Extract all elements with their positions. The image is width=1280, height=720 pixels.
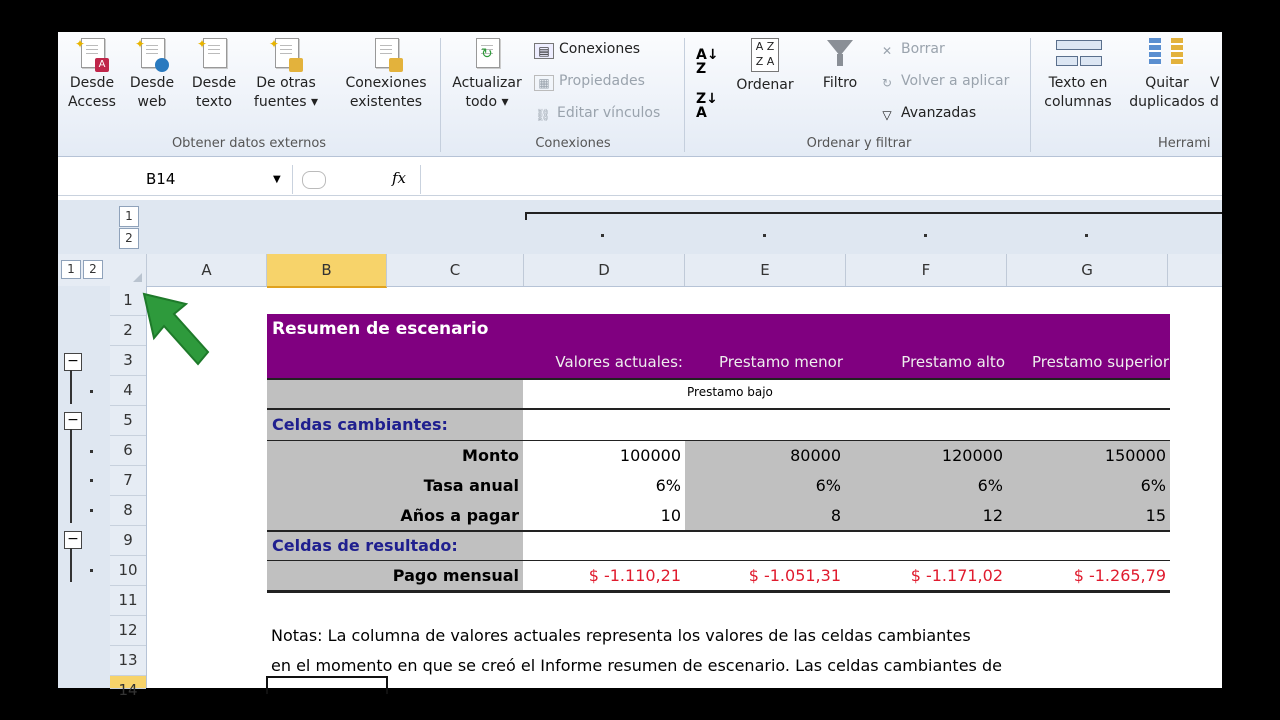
edit-links-button[interactable]: [534, 105, 660, 122]
insert-function-icon[interactable]: fx: [392, 169, 407, 187]
cell-f8: 12: [982, 506, 1003, 525]
row-header[interactable]: 8: [110, 496, 146, 526]
edit-links-label: Editar vínculos: [557, 105, 661, 121]
cell-d8: 10: [660, 506, 681, 525]
outline-level-2-left[interactable]: 2: [83, 260, 103, 279]
column-header-a[interactable]: A: [147, 254, 267, 286]
header-current-values: Valores actuales:: [555, 353, 683, 371]
sort-icon: A Z Z A: [751, 38, 779, 72]
row-header[interactable]: 5: [110, 406, 146, 436]
row-label-tasa: Tasa anual: [423, 476, 519, 495]
from-other-sources-label: De otras fuentes ▾: [253, 75, 319, 110]
row-header[interactable]: 2: [110, 316, 146, 346]
note-line-3: cada escenario se muestran en gris.: [271, 686, 563, 705]
column-outline-area: [58, 200, 1222, 254]
result-cells-label: Celdas de resultado:: [272, 536, 458, 555]
row-label-anos: Años a pagar: [400, 506, 519, 525]
outline-level-1-left[interactable]: 1: [61, 260, 81, 279]
cell-d7: 6%: [655, 476, 681, 495]
advanced-filter-button[interactable]: [878, 105, 976, 122]
filter-label: Filtro: [822, 75, 858, 91]
outline-dot: [90, 450, 93, 453]
name-box-value: B14: [146, 170, 176, 188]
formula-buttons: [292, 165, 421, 194]
remove-duplicates-label: Quitar duplicados: [1129, 75, 1205, 110]
clear-filter-icon: ✕: [881, 44, 893, 58]
collapse-group-icon[interactable]: −: [64, 531, 82, 549]
text-to-columns-button[interactable]: [1036, 38, 1120, 112]
gray-band: [267, 380, 523, 408]
outline-dot: [90, 509, 93, 512]
from-access-button[interactable]: [64, 38, 120, 112]
divider: [684, 38, 685, 152]
outline-level-2-top[interactable]: 2: [119, 228, 139, 249]
select-all-corner[interactable]: [110, 254, 147, 286]
outline-bracket: [70, 548, 72, 582]
excel-window: [58, 32, 1222, 705]
connections-label: Conexiones: [559, 41, 641, 57]
row-header[interactable]: 10: [110, 556, 146, 586]
row-header[interactable]: 1: [110, 286, 146, 316]
column-header-f[interactable]: F: [846, 254, 1007, 286]
other-sources-icon: ✦: [273, 38, 299, 70]
from-web-label: Desde web: [129, 75, 175, 110]
row-outline-area: [58, 286, 110, 688]
outline-dot: [90, 390, 93, 393]
from-text-button[interactable]: [186, 38, 242, 112]
changing-cells-label: Celdas cambiantes:: [272, 415, 448, 434]
row-label-pago: Pago mensual: [392, 566, 519, 585]
outline-group-bracket: [525, 212, 527, 220]
reapply-filter-button[interactable]: [878, 73, 1009, 90]
hidden-scenario-label: Prestamo bajo: [687, 385, 773, 399]
ribbon: [58, 32, 1222, 157]
advanced-filter-icon: ▽: [882, 108, 892, 122]
column-header-c[interactable]: C: [387, 254, 524, 286]
row-header[interactable]: 13: [110, 646, 146, 676]
properties-button[interactable]: [534, 73, 645, 91]
divider: [440, 38, 441, 152]
properties-label: Propiedades: [559, 73, 645, 89]
from-access-label: Desde Access: [68, 75, 116, 110]
scenario-summary-title: Resumen de escenario: [272, 319, 489, 339]
outline-dot: [601, 234, 604, 237]
connections-icon: ▤: [534, 43, 554, 59]
worksheet[interactable]: [147, 286, 1222, 705]
group-label-external-data: Obtener datos externos: [171, 136, 327, 151]
outline-dot: [90, 479, 93, 482]
text-file-icon: ✦: [201, 38, 227, 70]
reapply-filter-label: Volver a aplicar: [901, 73, 1010, 89]
from-other-sources-button[interactable]: [248, 38, 324, 112]
column-headers: [58, 254, 1222, 287]
cell-g7: 6%: [1140, 476, 1166, 495]
connections-button[interactable]: [534, 41, 640, 59]
clear-filter-label: Borrar: [901, 41, 945, 57]
note-line-2: en el momento en que se creó el Informe resumen de escenario. Las celdas cambiantes de: [271, 656, 1002, 675]
cell-g8: 15: [1145, 506, 1166, 525]
web-icon: ✦: [139, 38, 165, 70]
text-to-columns-icon: [1056, 38, 1100, 70]
name-box[interactable]: [58, 165, 293, 194]
cell-f7: 6%: [977, 476, 1003, 495]
row-header-selected[interactable]: 14: [110, 676, 146, 689]
outline-dot: [1085, 234, 1088, 237]
outline-dot: [924, 234, 927, 237]
cell-g10: $ -1.265,79: [1073, 566, 1166, 585]
from-text-label: Desde texto: [191, 75, 237, 110]
header-scenario-superior: Prestamo superior: [1031, 353, 1169, 371]
row-label-monto: Monto: [462, 446, 519, 465]
access-icon: ✦ A: [79, 38, 105, 70]
cell-e6: 80000: [790, 446, 841, 465]
sort-label: Ordenar: [736, 77, 794, 93]
row-header[interactable]: 7: [110, 466, 146, 496]
cancel-enter-icons[interactable]: [302, 171, 326, 189]
filter-funnel-icon: [827, 38, 853, 70]
row-header[interactable]: 6: [110, 436, 146, 466]
data-validation-button-clipped[interactable]: [1210, 38, 1234, 112]
chevron-down-icon[interactable]: ▼: [273, 174, 281, 185]
row-header[interactable]: 3: [110, 346, 146, 376]
row-header[interactable]: 9: [110, 526, 146, 556]
cell-f6: 120000: [941, 446, 1003, 465]
outline-dot: [763, 234, 766, 237]
cell-e8: 8: [830, 506, 841, 525]
group-label-sort-filter: Ordenar y filtrar: [806, 136, 912, 151]
properties-icon: ▦: [534, 75, 554, 91]
edit-links-icon: ⛓: [535, 108, 551, 122]
outline-level-1-top[interactable]: 1: [119, 206, 139, 227]
collapse-group-icon[interactable]: −: [64, 353, 82, 371]
group-label-connections: Conexiones: [535, 136, 611, 151]
sort-az-icon[interactable]: A↓ Z: [696, 47, 719, 77]
cell-e10: $ -1.051,31: [748, 566, 841, 585]
column-header-d[interactable]: D: [524, 254, 685, 286]
row-header[interactable]: 4: [110, 376, 146, 406]
cell-g6: 150000: [1104, 446, 1166, 465]
reapply-icon: ↻: [881, 76, 893, 90]
existing-connections-button[interactable]: [338, 38, 434, 112]
cell-d10: $ -1.110,21: [588, 566, 681, 585]
filter-button[interactable]: [810, 38, 870, 93]
cell-e7: 6%: [815, 476, 841, 495]
selected-cell-b14[interactable]: [266, 676, 388, 694]
outline-dot: [90, 569, 93, 572]
cell-d6: 100000: [619, 446, 681, 465]
remove-duplicates-icon: [1145, 38, 1189, 70]
header-scenario-alto: Prestamo alto: [901, 353, 1005, 371]
data-validation-label: V d: [1210, 75, 1220, 110]
sort-za-icon[interactable]: Z↓ A: [696, 91, 718, 121]
existing-connections-icon: [373, 38, 399, 70]
clear-filter-button[interactable]: [878, 41, 945, 58]
column-header-g[interactable]: G: [1007, 254, 1168, 286]
outline-bracket: [70, 429, 72, 523]
refresh-all-label: Actualizar todo ▾: [452, 75, 522, 110]
data-validation-icon: [1217, 38, 1227, 70]
row-header[interactable]: 11: [110, 586, 146, 616]
outline-group-bar: [525, 212, 1222, 214]
green-arrow-icon: [142, 292, 218, 374]
sort-button[interactable]: [730, 38, 800, 95]
existing-connections-label: Conexiones existentes: [345, 75, 427, 110]
refresh-icon: ↻: [474, 38, 500, 70]
outline-bracket: [70, 370, 72, 404]
divider: [1030, 38, 1031, 152]
from-web-button[interactable]: [124, 38, 180, 112]
remove-duplicates-button[interactable]: [1124, 38, 1210, 112]
note-line-1: Notas: La columna de valores actuales representa los valores de las celdas cambiantes: [271, 626, 971, 645]
row-header[interactable]: 12: [110, 616, 146, 646]
collapse-group-icon[interactable]: −: [64, 412, 82, 430]
column-header-e[interactable]: E: [685, 254, 846, 286]
rule: [267, 590, 1170, 593]
formula-bar: [58, 165, 1222, 196]
column-header-b[interactable]: B: [267, 254, 387, 288]
group-label-tools: Herrami: [1158, 136, 1211, 151]
formula-input[interactable]: [422, 165, 1222, 194]
text-to-columns-label: Texto en columnas: [1044, 75, 1112, 110]
advanced-filter-label: Avanzadas: [901, 105, 977, 121]
cell-f10: $ -1.171,02: [910, 566, 1003, 585]
header-scenario-menor: Prestamo menor: [719, 353, 843, 371]
refresh-all-button[interactable]: [448, 38, 526, 112]
